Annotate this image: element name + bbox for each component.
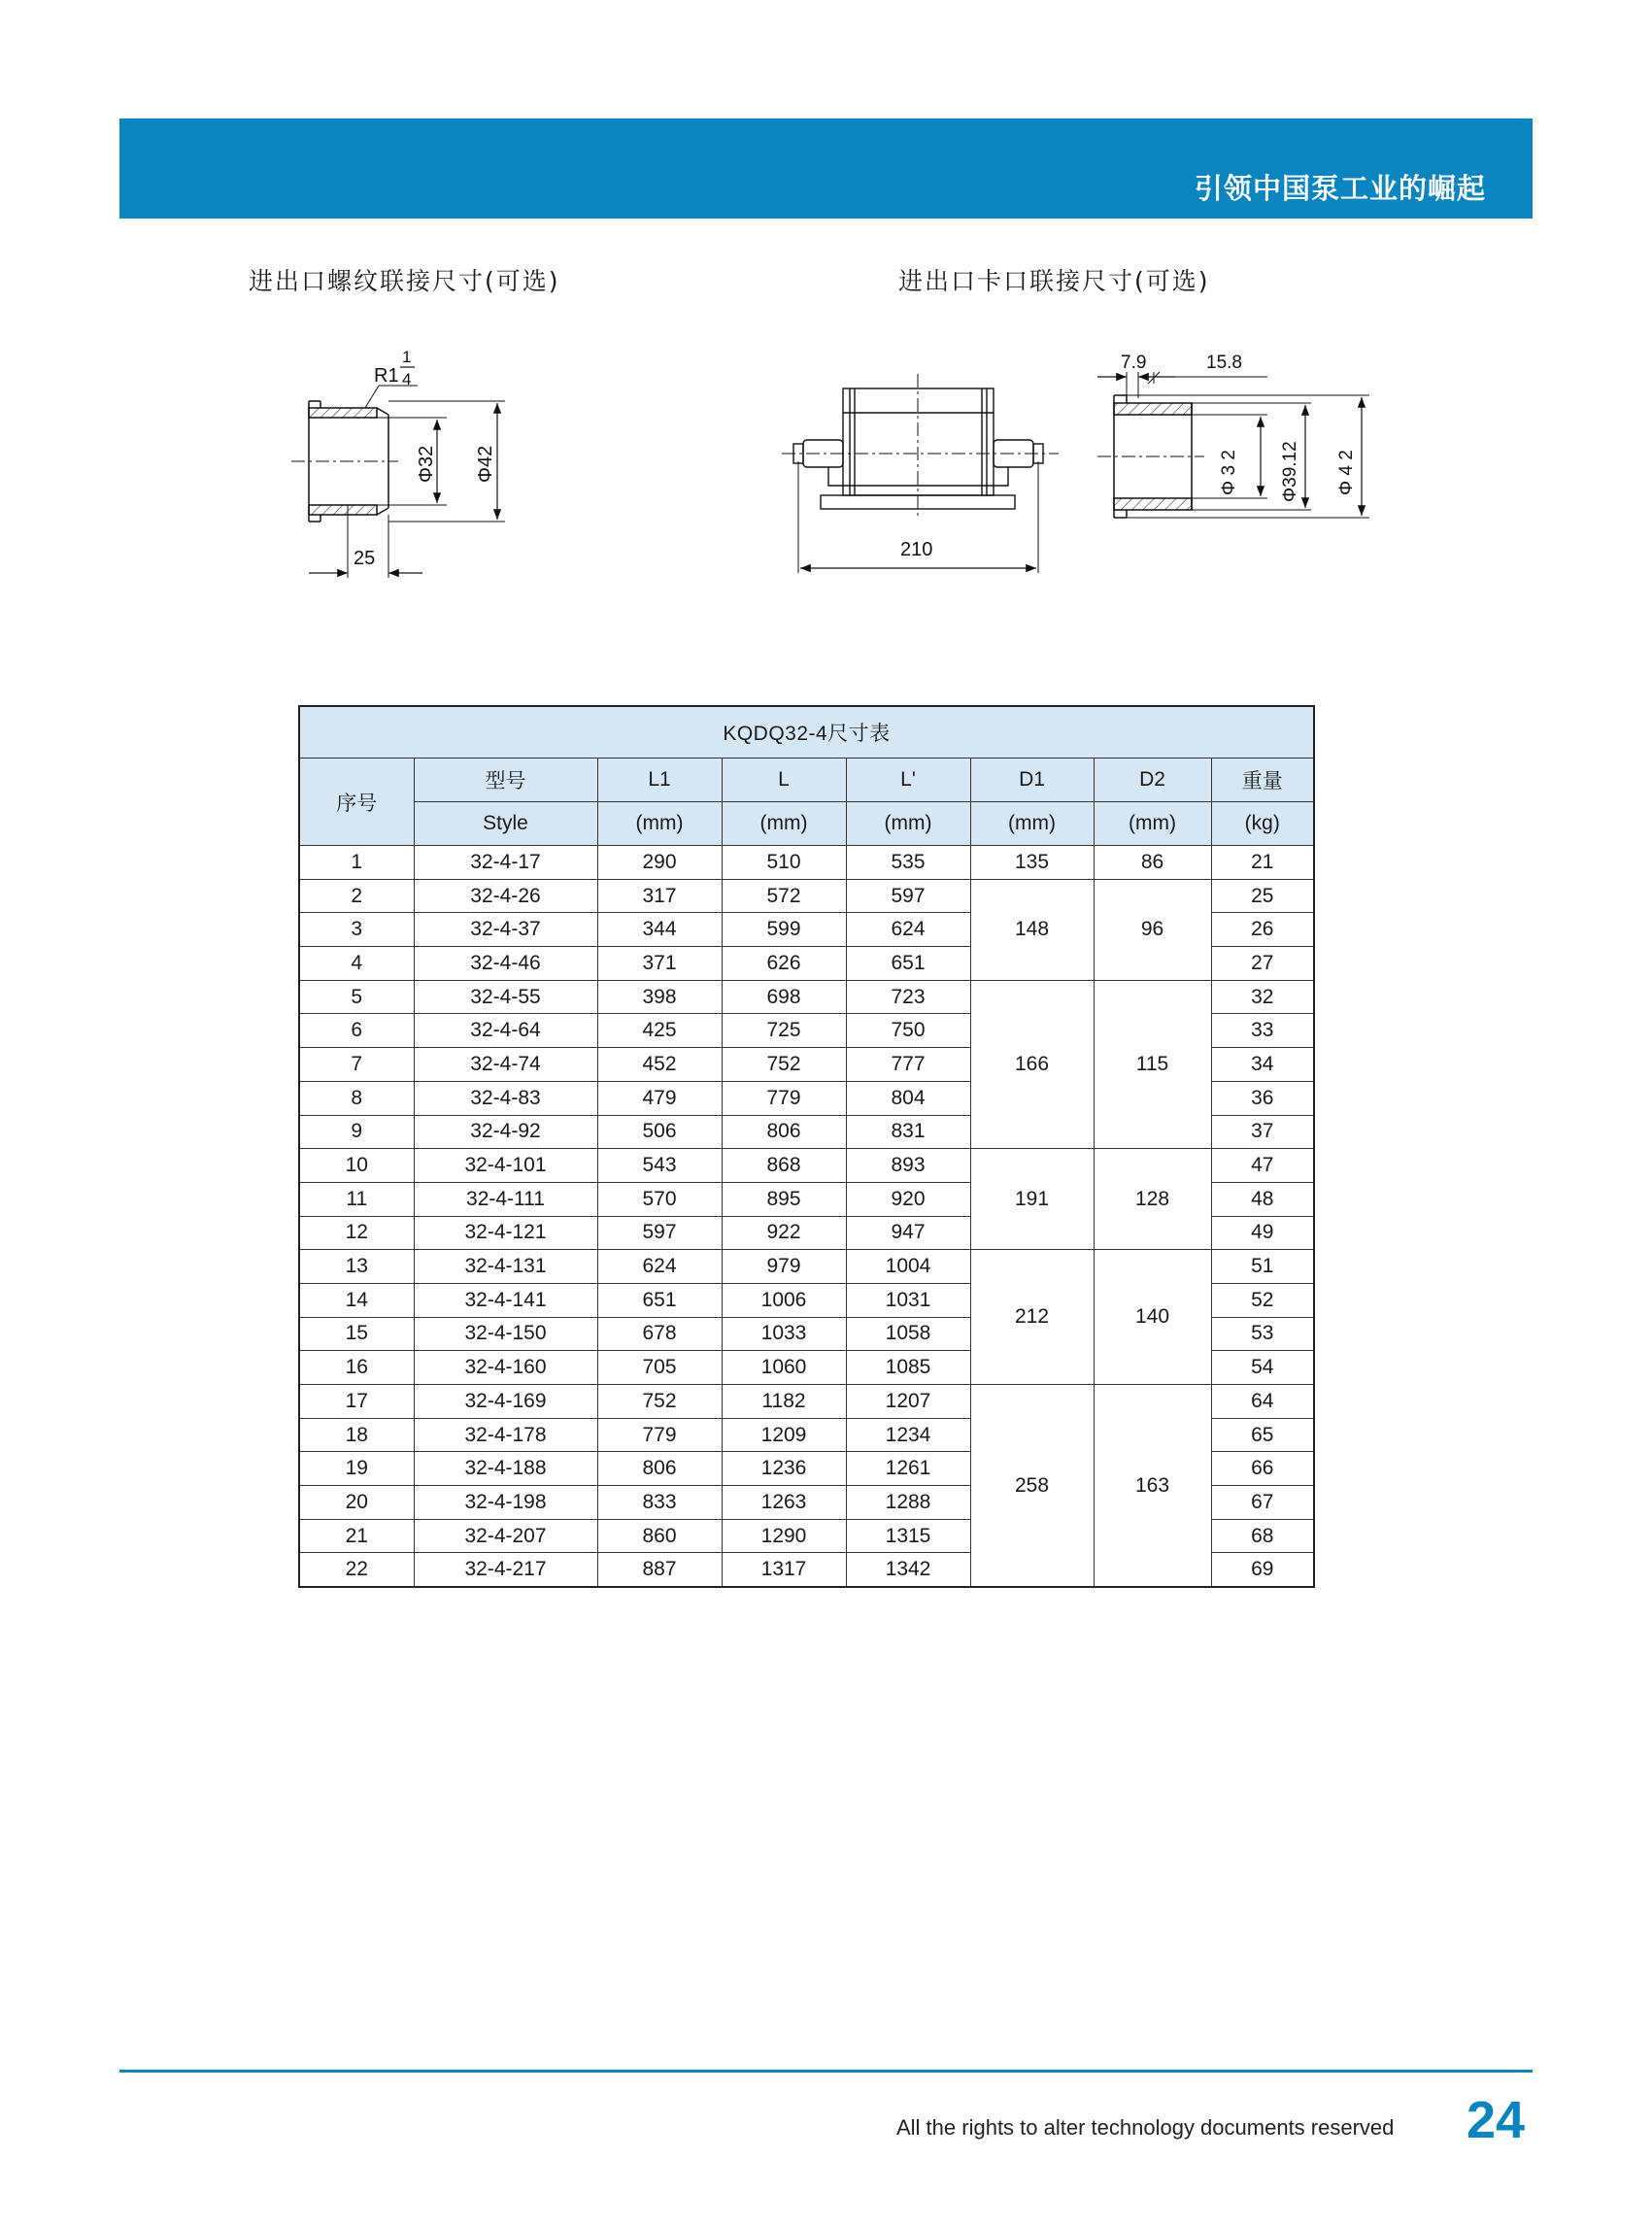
- cell-l1: 506: [597, 1115, 722, 1149]
- cell-l: 1006: [722, 1283, 846, 1317]
- cell-model: 32-4-217: [414, 1553, 597, 1587]
- clamp-mid-diameter: Φ39.12: [1280, 441, 1300, 502]
- header-unit-d1: (mm): [970, 802, 1094, 846]
- cell-model: 32-4-17: [414, 846, 597, 880]
- cell-weight: 36: [1211, 1081, 1314, 1115]
- cell-l: 1209: [722, 1418, 846, 1452]
- cell-weight: 49: [1211, 1216, 1314, 1250]
- cell-model: 32-4-198: [414, 1486, 597, 1520]
- cell-d1: 191: [970, 1149, 1094, 1250]
- cell-lp: 920: [846, 1182, 970, 1216]
- cell-d1: 135: [970, 846, 1094, 880]
- cell-lp: 777: [846, 1048, 970, 1082]
- cell-l: 1060: [722, 1351, 846, 1385]
- dimension-table: [298, 705, 1315, 1588]
- cell-d2: 86: [1094, 846, 1211, 880]
- cell-l1: 779: [597, 1418, 722, 1452]
- cell-lp: 1315: [846, 1519, 970, 1553]
- pump-body-length-label: 210: [900, 539, 933, 560]
- cell-index: 21: [299, 1519, 414, 1553]
- cell-lp: 1058: [846, 1317, 970, 1351]
- cell-index: 16: [299, 1351, 414, 1385]
- cell-l1: 651: [597, 1283, 722, 1317]
- cell-lp: 1085: [846, 1351, 970, 1385]
- cell-lp: 597: [846, 879, 970, 913]
- cell-model: 32-4-111: [414, 1182, 597, 1216]
- cell-index: 7: [299, 1048, 414, 1082]
- pump-body-drawing: [782, 374, 1063, 588]
- cell-weight: 47: [1211, 1149, 1314, 1183]
- clamp-connection-title: 进出口卡口联接尺寸(可选): [898, 267, 1210, 295]
- clamp-connection-drawing: [1088, 345, 1379, 539]
- cell-index: 9: [299, 1115, 414, 1149]
- clamp-dim-a: 7.9: [1121, 353, 1147, 373]
- cell-l1: 317: [597, 879, 722, 913]
- cell-index: 11: [299, 1182, 414, 1216]
- cell-index: 3: [299, 913, 414, 947]
- cell-model: 32-4-74: [414, 1048, 597, 1082]
- header-d2: D2: [1094, 759, 1211, 802]
- cell-weight: 33: [1211, 1014, 1314, 1048]
- thread-connection-title: 进出口螺纹联接尺寸(可选): [249, 267, 560, 295]
- cell-lp: 1031: [846, 1283, 970, 1317]
- cell-l: 1290: [722, 1519, 846, 1553]
- header-unit-l1: (mm): [597, 802, 722, 846]
- cell-index: 19: [299, 1452, 414, 1486]
- cell-l: 725: [722, 1014, 846, 1048]
- cell-index: 5: [299, 980, 414, 1014]
- footer-divider: [119, 2070, 1533, 2073]
- cell-model: 32-4-101: [414, 1149, 597, 1183]
- cell-l: 1317: [722, 1553, 846, 1587]
- cell-l: 752: [722, 1048, 846, 1082]
- cell-model: 32-4-131: [414, 1250, 597, 1284]
- cell-l: 1182: [722, 1385, 846, 1419]
- cell-index: 15: [299, 1317, 414, 1351]
- cell-weight: 69: [1211, 1553, 1314, 1587]
- footer-rights-text: All the rights to alter technology documents reserved: [896, 2115, 1395, 2140]
- cell-index: 10: [299, 1149, 414, 1183]
- thread-inner-diameter: Φ32: [416, 445, 437, 483]
- cell-model: 32-4-26: [414, 879, 597, 913]
- cell-lp: 1207: [846, 1385, 970, 1419]
- header-slogan: 引领中国泵工业的崛起: [1194, 172, 1486, 205]
- cell-l: 1236: [722, 1452, 846, 1486]
- cell-l1: 597: [597, 1216, 722, 1250]
- cell-weight: 26: [1211, 913, 1314, 947]
- cell-d2: 115: [1094, 980, 1211, 1148]
- cell-l1: 290: [597, 846, 722, 880]
- cell-weight: 34: [1211, 1048, 1314, 1082]
- cell-l1: 887: [597, 1553, 722, 1587]
- cell-l1: 678: [597, 1317, 722, 1351]
- cell-index: 17: [299, 1385, 414, 1419]
- cell-model: 32-4-207: [414, 1519, 597, 1553]
- cell-l: 698: [722, 980, 846, 1014]
- table-caption: KQDQ32-4尺寸表: [299, 706, 1314, 759]
- cell-index: 20: [299, 1486, 414, 1520]
- cell-lp: 1004: [846, 1250, 970, 1284]
- cell-l1: 860: [597, 1519, 722, 1553]
- cell-model: 32-4-169: [414, 1385, 597, 1419]
- table-row: [299, 1149, 1314, 1183]
- cell-l: 599: [722, 913, 846, 947]
- cell-d2: 96: [1094, 879, 1211, 980]
- cell-l1: 752: [597, 1385, 722, 1419]
- header-l1: L1: [597, 759, 722, 802]
- header-unit-d2: (mm): [1094, 802, 1211, 846]
- cell-index: 18: [299, 1418, 414, 1452]
- cell-d1: 212: [970, 1250, 1094, 1385]
- header-model-cn: 型号: [414, 759, 597, 802]
- thread-size-label: R1: [374, 365, 399, 387]
- cell-l: 779: [722, 1081, 846, 1115]
- cell-model: 32-4-178: [414, 1418, 597, 1452]
- header-bar: [119, 118, 1533, 219]
- cell-weight: 53: [1211, 1317, 1314, 1351]
- cell-index: 12: [299, 1216, 414, 1250]
- cell-model: 32-4-83: [414, 1081, 597, 1115]
- cell-lp: 1234: [846, 1418, 970, 1452]
- cell-l: 626: [722, 947, 846, 981]
- thread-fitting-shape: [291, 386, 505, 578]
- cell-weight: 68: [1211, 1519, 1314, 1553]
- cell-d2: 163: [1094, 1385, 1211, 1588]
- pump-body-shape: [782, 374, 1059, 520]
- cell-l1: 371: [597, 947, 722, 981]
- cell-d1: 166: [970, 980, 1094, 1148]
- cell-l: 510: [722, 846, 846, 880]
- cell-d1: 258: [970, 1385, 1094, 1588]
- cell-l: 806: [722, 1115, 846, 1149]
- cell-l: 868: [722, 1149, 846, 1183]
- cell-lp: 947: [846, 1216, 970, 1250]
- table-row: [299, 879, 1314, 913]
- cell-index: 13: [299, 1250, 414, 1284]
- cell-lp: 535: [846, 846, 970, 880]
- header-unit-weight: (kg): [1211, 802, 1314, 846]
- thread-length-label: 25: [354, 548, 376, 569]
- cell-index: 1: [299, 846, 414, 880]
- cell-l: 1263: [722, 1486, 846, 1520]
- cell-index: 6: [299, 1014, 414, 1048]
- cell-lp: 1261: [846, 1452, 970, 1486]
- cell-lp: 651: [846, 947, 970, 981]
- cell-weight: 67: [1211, 1486, 1314, 1520]
- cell-model: 32-4-92: [414, 1115, 597, 1149]
- cell-weight: 54: [1211, 1351, 1314, 1385]
- cell-lp: 624: [846, 913, 970, 947]
- cell-l: 922: [722, 1216, 846, 1250]
- cell-model: 32-4-160: [414, 1351, 597, 1385]
- cell-l: 979: [722, 1250, 846, 1284]
- cell-lp: 1342: [846, 1553, 970, 1587]
- cell-l1: 833: [597, 1486, 722, 1520]
- cell-d2: 128: [1094, 1149, 1211, 1250]
- cell-l: 572: [722, 879, 846, 913]
- cell-l1: 425: [597, 1014, 722, 1048]
- cell-weight: 52: [1211, 1283, 1314, 1317]
- cell-l1: 543: [597, 1149, 722, 1183]
- thread-size-numerator: 1: [402, 348, 412, 366]
- cell-l: 1033: [722, 1317, 846, 1351]
- cell-weight: 21: [1211, 846, 1314, 880]
- cell-model: 32-4-150: [414, 1317, 597, 1351]
- thread-outer-diameter: Φ42: [475, 445, 496, 483]
- clamp-dim-b: 15.8: [1206, 353, 1242, 373]
- table-row: [299, 980, 1314, 1014]
- cell-d2: 140: [1094, 1250, 1211, 1385]
- cell-index: 2: [299, 879, 414, 913]
- clamp-outer-diameter: Φ 4 2: [1336, 450, 1357, 495]
- cell-l1: 398: [597, 980, 722, 1014]
- header-l: L: [722, 759, 846, 802]
- cell-lp: 831: [846, 1115, 970, 1149]
- cell-model: 32-4-64: [414, 1014, 597, 1048]
- table-row: [299, 1385, 1314, 1419]
- cell-l: 895: [722, 1182, 846, 1216]
- cell-lp: 723: [846, 980, 970, 1014]
- cell-lp: 1288: [846, 1486, 970, 1520]
- cell-l1: 344: [597, 913, 722, 947]
- page-number: 24: [1467, 2091, 1526, 2149]
- cell-index: 14: [299, 1283, 414, 1317]
- cell-lp: 804: [846, 1081, 970, 1115]
- cell-weight: 25: [1211, 879, 1314, 913]
- cell-weight: 32: [1211, 980, 1314, 1014]
- cell-weight: 51: [1211, 1250, 1314, 1284]
- dimension-table-wrap: [298, 705, 1315, 1588]
- cell-l1: 806: [597, 1452, 722, 1486]
- cell-l1: 452: [597, 1048, 722, 1082]
- cell-model: 32-4-188: [414, 1452, 597, 1486]
- header-unit-lp: (mm): [846, 802, 970, 846]
- cell-weight: 65: [1211, 1418, 1314, 1452]
- header-d1: D1: [970, 759, 1094, 802]
- header-unit-l: (mm): [722, 802, 846, 846]
- cell-model: 32-4-141: [414, 1283, 597, 1317]
- table-body: [299, 846, 1314, 1588]
- header-weight: 重量: [1211, 759, 1314, 802]
- cell-model: 32-4-121: [414, 1216, 597, 1250]
- cell-index: 22: [299, 1553, 414, 1587]
- cell-model: 32-4-46: [414, 947, 597, 981]
- cell-model: 32-4-55: [414, 980, 597, 1014]
- cell-l1: 479: [597, 1081, 722, 1115]
- cell-lp: 750: [846, 1014, 970, 1048]
- cell-index: 8: [299, 1081, 414, 1115]
- cell-d1: 148: [970, 879, 1094, 980]
- cell-weight: 64: [1211, 1385, 1314, 1419]
- cell-l1: 570: [597, 1182, 722, 1216]
- cell-weight: 66: [1211, 1452, 1314, 1486]
- cell-l1: 705: [597, 1351, 722, 1385]
- thread-connection-drawing: [282, 335, 534, 588]
- cell-l1: 624: [597, 1250, 722, 1284]
- cell-weight: 37: [1211, 1115, 1314, 1149]
- cell-index: 4: [299, 947, 414, 981]
- header-model-en: Style: [414, 802, 597, 846]
- clamp-inner-diameter: Φ 3 2: [1219, 450, 1239, 495]
- table-row: [299, 846, 1314, 880]
- cell-model: 32-4-37: [414, 913, 597, 947]
- thread-size-denominator: 4: [402, 370, 412, 388]
- header-lp: L': [846, 759, 970, 802]
- cell-weight: 48: [1211, 1182, 1314, 1216]
- header-index: 序号: [299, 759, 414, 846]
- cell-lp: 893: [846, 1149, 970, 1183]
- table-row: [299, 1250, 1314, 1284]
- cell-weight: 27: [1211, 947, 1314, 981]
